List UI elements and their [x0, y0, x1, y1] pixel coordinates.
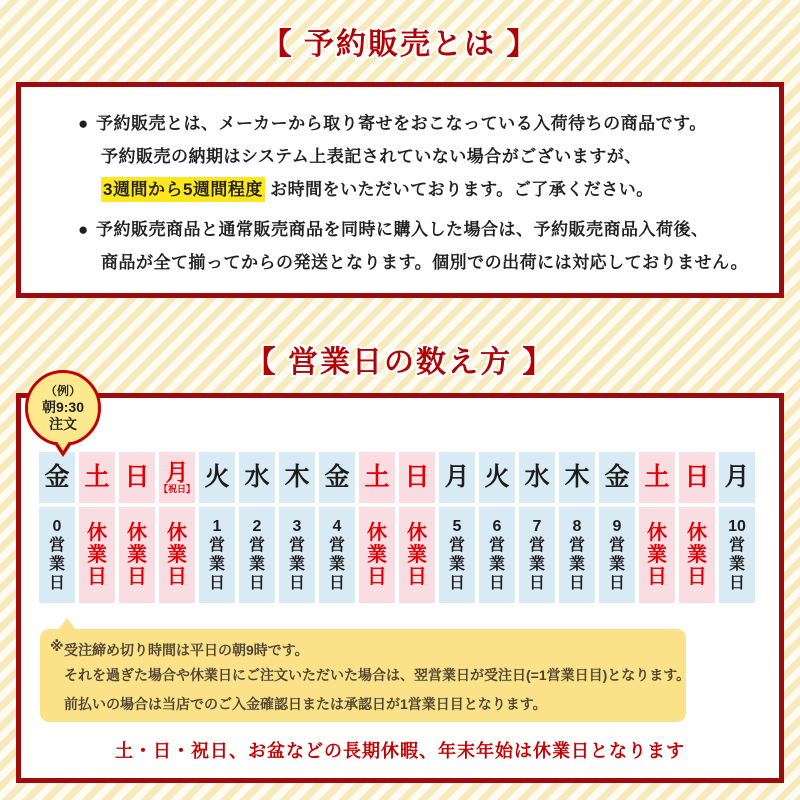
bullet-marker: ● — [78, 220, 94, 239]
vertical-char: 日 — [448, 575, 465, 592]
vertical-char: 業 — [488, 556, 505, 573]
day-character: 木 — [564, 463, 590, 491]
calendar-column — [719, 452, 755, 603]
vertical-char: 営 — [608, 537, 625, 554]
deadline-note-line: 受注締め切り時間は平日の朝9時です。 — [64, 642, 309, 658]
preorder-info-box — [16, 82, 784, 298]
text-segment: 商品が全て揃ってからの発送となります。個別での出荷には対応しておりません。 — [101, 253, 749, 272]
vertical-char: 日 — [488, 575, 505, 592]
vertical-char: 業 — [528, 556, 545, 573]
vertical-char: 日 — [608, 575, 625, 592]
vertical-char: 業 — [48, 556, 65, 573]
calendar-column — [79, 452, 115, 603]
vertical-char: 10 — [728, 518, 746, 535]
business-day-count — [559, 507, 595, 603]
vertical-char: 9 — [612, 518, 622, 535]
business-day-count — [239, 507, 275, 603]
vertical-char: 日 — [48, 575, 65, 592]
vertical-char: 5 — [452, 518, 462, 535]
vertical-char: 休 — [647, 522, 667, 544]
closed-day-label — [119, 507, 155, 603]
closed-day-label — [359, 507, 395, 603]
calendar-strip — [21, 398, 779, 603]
vertical-char: 日 — [528, 575, 545, 592]
deadline-note-line: 前払いの場合は当店でのご入金確認日または承認日が1営業日目となります。 — [64, 696, 547, 712]
business-day-count — [519, 507, 555, 603]
calendar-column — [359, 452, 395, 603]
vertical-char: 6 — [492, 518, 502, 535]
day-character: 月 — [444, 463, 470, 491]
vertical-char: 業 — [288, 556, 305, 573]
vertical-char: 0 — [52, 518, 62, 535]
calendar-column — [399, 452, 435, 603]
vertical-char: 業 — [167, 544, 187, 566]
vertical-char: 営 — [248, 537, 265, 554]
day-character: 土 — [364, 463, 390, 491]
day-label — [79, 452, 115, 503]
vertical-char: 休 — [407, 522, 427, 544]
closed-day-label — [639, 507, 675, 603]
day-label — [519, 452, 555, 503]
preorder-text-line — [101, 173, 779, 206]
bullet-marker: ● — [78, 114, 94, 133]
calendar-column — [279, 452, 315, 603]
day-label — [359, 452, 395, 503]
vertical-char: 1 — [212, 518, 222, 535]
vertical-char: 営 — [528, 537, 545, 554]
day-label — [239, 452, 275, 503]
closed-day-label — [679, 507, 715, 603]
vertical-char: 業 — [367, 544, 387, 566]
day-label — [439, 452, 475, 503]
vertical-char: 業 — [687, 544, 707, 566]
badge-order-label: 注文 — [49, 415, 77, 432]
day-label — [479, 452, 515, 503]
vertical-char: 営 — [48, 537, 65, 554]
vertical-char: 業 — [248, 556, 265, 573]
vertical-char: 日 — [568, 575, 585, 592]
vertical-char: 日 — [367, 566, 387, 588]
calendar-column — [519, 452, 555, 603]
day-character: 水 — [244, 463, 270, 491]
vertical-char: 業 — [608, 556, 625, 573]
vertical-char: 日 — [167, 566, 187, 588]
vertical-char: 日 — [208, 575, 225, 592]
day-character: 日 — [684, 463, 710, 491]
vertical-char: 日 — [407, 566, 427, 588]
vertical-char: 営 — [208, 537, 225, 554]
vertical-char: 休 — [367, 522, 387, 544]
holiday-note: 【祝日】 — [159, 484, 196, 494]
day-character: 金 — [324, 463, 350, 491]
vertical-char: 日 — [87, 566, 107, 588]
business-days-box — [16, 383, 784, 783]
note-marker: ※ — [50, 638, 64, 654]
business-day-count — [279, 507, 315, 603]
vertical-char: 業 — [127, 544, 147, 566]
text-segment: お時間をいただいております。ご了承ください。 — [264, 180, 654, 199]
vertical-char: 休 — [687, 522, 707, 544]
day-label — [639, 452, 675, 503]
badge-example-label: （例） — [44, 383, 81, 398]
vertical-char: 日 — [127, 566, 147, 588]
closed-day-label — [79, 507, 115, 603]
vertical-char: 業 — [208, 556, 225, 573]
closed-day-label — [399, 507, 435, 603]
vertical-char: 休 — [87, 522, 107, 544]
vertical-char: 業 — [647, 544, 667, 566]
day-character: 土 — [84, 463, 110, 491]
note-lines — [40, 638, 691, 717]
day-label — [559, 452, 595, 503]
business-day-count — [439, 507, 475, 603]
business-day-count — [199, 507, 235, 603]
vertical-char: 営 — [448, 537, 465, 554]
day-character: 水 — [524, 463, 550, 491]
vertical-char: 業 — [407, 544, 427, 566]
calendar-column — [439, 452, 475, 603]
calendar-column — [39, 452, 75, 603]
text-segment: 予約販売の納期はシステム上表記されていない場合がございますが、 — [101, 147, 642, 166]
vertical-char: 日 — [687, 566, 707, 588]
calendar-column — [559, 452, 595, 603]
deadline-note-line: それを過ぎた場合や休業日にご注文いただいた場合は、翌営業日が受注日(=1営業日目)となります。 — [64, 667, 691, 683]
vertical-char: 営 — [328, 537, 345, 554]
business-day-count — [479, 507, 515, 603]
day-character: 土 — [644, 463, 670, 491]
calendar-column — [239, 452, 275, 603]
vertical-char: 休 — [127, 522, 147, 544]
day-character: 火 — [484, 463, 510, 491]
business-days-section-title: 【 営業日の数え方 】 — [245, 346, 555, 379]
calendar-column — [319, 452, 355, 603]
day-character: 月 — [165, 459, 189, 485]
calendar-column — [599, 452, 635, 603]
preorder-text-line — [101, 140, 779, 173]
day-label — [39, 452, 75, 503]
business-day-count — [39, 507, 75, 603]
vertical-char: 3 — [292, 518, 302, 535]
highlighted-leadtime-text: 3週間から5週間程度 — [101, 177, 265, 202]
holiday-closure-note: 土・日・祝日、お盆などの長期休暇、年末年始は休業日となります — [115, 741, 685, 761]
badge-time-label: 朝9:30 — [41, 398, 85, 415]
day-label — [279, 452, 315, 503]
day-character: 火 — [204, 463, 230, 491]
preorder-text-line — [101, 246, 779, 279]
calendar-column — [199, 452, 235, 603]
vertical-char: 4 — [332, 518, 342, 535]
day-label — [679, 452, 715, 503]
vertical-char: 日 — [328, 575, 345, 592]
vertical-char: 2 — [252, 518, 262, 535]
example-order-badge — [25, 370, 101, 446]
calendar-column — [159, 452, 195, 603]
day-character: 月 — [724, 463, 750, 491]
preorder-section-title: 【 予約販売とは 】 — [261, 28, 539, 61]
vertical-char: 7 — [532, 518, 542, 535]
vertical-char: 営 — [288, 537, 305, 554]
vertical-char: 日 — [728, 575, 745, 592]
day-character: 金 — [44, 463, 70, 491]
calendar-column — [639, 452, 675, 603]
business-day-count — [599, 507, 635, 603]
vertical-char: 8 — [572, 518, 582, 535]
preorder-bullet-list — [78, 107, 779, 279]
day-label — [319, 452, 355, 503]
calendar-column — [479, 452, 515, 603]
vertical-char: 業 — [568, 556, 585, 573]
calendar-column — [119, 452, 155, 603]
day-label — [599, 452, 635, 503]
vertical-char: 日 — [288, 575, 305, 592]
day-character: 金 — [604, 463, 630, 491]
order-deadline-note — [40, 629, 691, 722]
day-character: 木 — [284, 463, 310, 491]
vertical-char: 日 — [647, 566, 667, 588]
day-label — [399, 452, 435, 503]
vertical-char: 業 — [728, 556, 745, 573]
business-day-count — [319, 507, 355, 603]
preorder-text-line — [78, 213, 779, 246]
business-day-count — [719, 507, 755, 603]
vertical-char: 業 — [448, 556, 465, 573]
vertical-char: 営 — [728, 537, 745, 554]
vertical-char: 営 — [568, 537, 585, 554]
vertical-char: 日 — [248, 575, 265, 592]
day-character: 日 — [124, 463, 150, 491]
day-label — [159, 452, 195, 503]
calendar-column — [679, 452, 715, 603]
closed-day-label — [159, 507, 195, 603]
day-character: 日 — [404, 463, 430, 491]
vertical-char: 業 — [87, 544, 107, 566]
preorder-text-line — [78, 107, 779, 140]
text-segment: 予約販売とは、メーカーから取り寄せをおこなっている入荷待ちの商品です。 — [96, 114, 707, 133]
vertical-char: 休 — [167, 522, 187, 544]
day-label — [719, 452, 755, 503]
vertical-char: 業 — [328, 556, 345, 573]
text-segment: 予約販売商品と通常販売商品を同時に購入した場合は、予約販売商品入荷後、 — [96, 220, 709, 239]
vertical-char: 営 — [488, 537, 505, 554]
day-label — [199, 452, 235, 503]
day-label — [119, 452, 155, 503]
